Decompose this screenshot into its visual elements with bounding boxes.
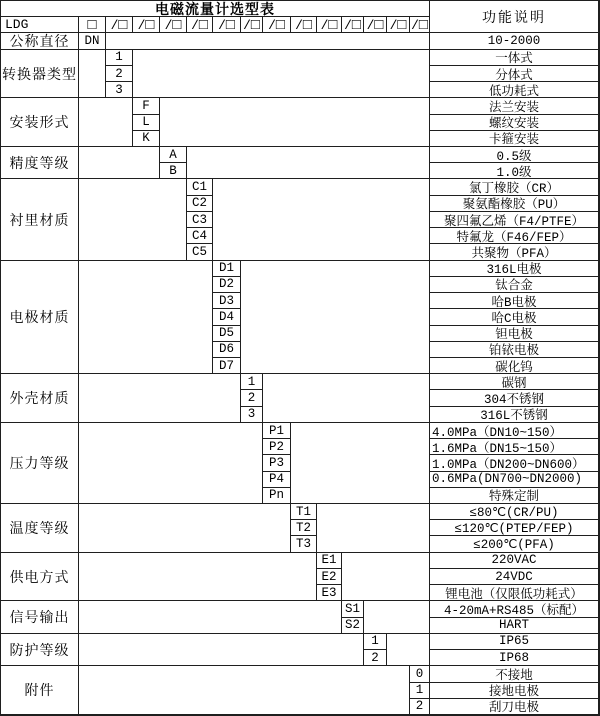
code-cell: 0 <box>410 666 430 682</box>
desc-cell: 一体式 <box>430 50 599 66</box>
code-cell: D4 <box>213 309 241 325</box>
code-cell: C3 <box>187 212 213 228</box>
code-cell: D6 <box>213 342 241 358</box>
code-cell: D2 <box>213 277 241 293</box>
slash-glyph: / <box>295 17 303 33</box>
slash-glyph: / <box>411 17 419 33</box>
desc-cell: 0.6MPa(DN700~DN2000) <box>430 472 599 488</box>
code-cell: E2 <box>317 569 342 585</box>
code-cell: D1 <box>213 261 241 277</box>
desc-cell: 1.6MPa（DN15~150） <box>430 439 599 455</box>
desc-cell: 低功耗式 <box>430 82 599 98</box>
blank-right-9 <box>342 553 430 602</box>
code-cell: K <box>133 131 160 147</box>
model-slot-2 <box>133 17 160 33</box>
box-glyph: □ <box>225 17 235 34</box>
blank-left-6 <box>79 374 241 423</box>
blank-right-10 <box>364 601 430 633</box>
code-cell: 3 <box>106 82 133 98</box>
desc-cell: 4.0MPa（DN10~150） <box>430 423 599 439</box>
blank-right-6 <box>263 374 430 423</box>
desc-cell: 卡箍安装 <box>430 131 599 147</box>
box-glyph: □ <box>397 17 407 34</box>
slash-glyph: / <box>218 17 226 33</box>
desc-cell: ≤200℃(PFA) <box>430 536 599 552</box>
code-cell: P1 <box>263 423 291 439</box>
desc-cell: 碳化钨 <box>430 358 599 374</box>
box-glyph: □ <box>302 17 312 34</box>
desc-cell: 碳钢 <box>430 374 599 390</box>
box-glyph: □ <box>145 17 155 34</box>
blank-left-9 <box>79 553 317 602</box>
desc-cell: 哈C电极 <box>430 309 599 325</box>
blank-right-8 <box>317 504 430 553</box>
code-cell: T1 <box>291 504 317 520</box>
slash-glyph: / <box>344 17 352 33</box>
model-slot-6 <box>241 17 263 33</box>
slash-glyph: / <box>243 17 251 33</box>
slash-glyph: / <box>268 17 276 33</box>
blank-right-7 <box>291 423 430 504</box>
blank-left-11 <box>79 634 364 666</box>
desc-cell: ≤80℃(CR/PU) <box>430 504 599 520</box>
code-cell: S2 <box>342 618 364 634</box>
box-glyph: □ <box>328 17 338 34</box>
desc-cell: 特氟龙（F46/FEP） <box>430 228 599 244</box>
model-slot-10 <box>342 17 364 33</box>
section-label-9: 供电方式 <box>1 553 79 602</box>
box-glyph: □ <box>118 17 128 34</box>
code-cell: C1 <box>187 179 213 195</box>
code-cell: C2 <box>187 196 213 212</box>
section-label-11: 防护等级 <box>1 634 79 666</box>
code-cell: B <box>160 163 187 179</box>
model-slot-9 <box>317 17 342 33</box>
model-slot-1 <box>106 17 133 33</box>
desc-cell: ≤120℃(PTEP/FEP) <box>430 520 599 536</box>
code-cell: 2 <box>410 699 430 715</box>
code-cell: A <box>160 147 187 163</box>
slash-glyph: / <box>110 17 119 33</box>
section-label-3: 精度等级 <box>1 147 79 179</box>
function-column-header: 功能说明 <box>430 1 599 33</box>
code-cell: E3 <box>317 585 342 601</box>
desc-cell: 哈B电极 <box>430 293 599 309</box>
section-label-10: 信号输出 <box>1 601 79 633</box>
desc-cell: 接地电极 <box>430 683 599 699</box>
blank-left-7 <box>79 423 263 504</box>
model-slot-12 <box>387 17 410 33</box>
desc-cell: 不接地 <box>430 666 599 682</box>
box-glyph: □ <box>198 17 208 34</box>
slash-glyph: / <box>320 17 329 33</box>
desc-cell: 304不锈钢 <box>430 390 599 406</box>
desc-cell: 钛合金 <box>430 277 599 293</box>
box-glyph: □ <box>351 17 361 34</box>
model-slot-8 <box>291 17 317 33</box>
blank-right-11 <box>387 634 430 666</box>
desc-cell: 特殊定制 <box>430 488 599 504</box>
desc-cell: IP65 <box>430 634 599 650</box>
code-cell: 1 <box>364 634 387 650</box>
box-glyph: □ <box>250 17 260 34</box>
box-glyph: □ <box>172 17 182 34</box>
code-cell: P3 <box>263 455 291 471</box>
blank-left-10 <box>79 601 342 633</box>
section-label-2: 安装形式 <box>1 98 79 147</box>
desc-cell: 氯丁橡胶（CR） <box>430 179 599 195</box>
blank-right-2 <box>160 98 430 147</box>
desc-cell: 10-2000 <box>430 33 599 49</box>
section-label-4: 衬里材质 <box>1 179 79 260</box>
desc-cell: 316L不锈钢 <box>430 407 599 423</box>
code-cell: T2 <box>291 520 317 536</box>
code-cell: 1 <box>241 374 263 390</box>
blank-left-8 <box>79 504 291 553</box>
code-cell: DN <box>79 33 106 49</box>
desc-cell: 316L电极 <box>430 261 599 277</box>
desc-cell: 0.5级 <box>430 147 599 163</box>
blank-right-5 <box>241 261 430 375</box>
code-cell: E1 <box>317 553 342 569</box>
code-cell: F <box>133 98 160 114</box>
blank-left-5 <box>79 261 213 375</box>
code-cell: T3 <box>291 536 317 552</box>
blank-left-2 <box>79 98 133 147</box>
blank-right-0 <box>106 33 430 49</box>
code-cell: P4 <box>263 472 291 488</box>
section-label-12: 附件 <box>1 666 79 715</box>
desc-cell: 钽电极 <box>430 326 599 342</box>
code-cell: 2 <box>364 650 387 666</box>
desc-cell: IP68 <box>430 650 599 666</box>
code-cell: S1 <box>342 601 364 617</box>
blank-left-12 <box>79 666 410 715</box>
code-cell: C4 <box>187 228 213 244</box>
desc-cell: 法兰安装 <box>430 98 599 114</box>
model-prefix: LDG <box>1 17 79 33</box>
desc-cell: 220VAC <box>430 553 599 569</box>
section-label-7: 压力等级 <box>1 423 79 504</box>
desc-cell: 分体式 <box>430 66 599 82</box>
model-slot-3 <box>160 17 187 33</box>
blank-right-1 <box>133 50 430 99</box>
blank-left-1 <box>79 50 106 99</box>
slash-glyph: / <box>366 17 375 33</box>
section-label-0: 公称直径 <box>1 33 79 49</box>
code-cell: 1 <box>106 50 133 66</box>
model-slot-4 <box>187 17 213 33</box>
code-cell: D3 <box>213 293 241 309</box>
code-cell: 3 <box>241 407 263 423</box>
desc-cell: 锂电池（仅限低功耗式） <box>430 585 599 601</box>
model-slot-13 <box>410 17 430 33</box>
code-cell: 2 <box>106 66 133 82</box>
section-label-1: 转换器类型 <box>1 50 79 99</box>
box-glyph: □ <box>87 17 97 34</box>
desc-cell: 1.0MPa（DN200~DN600） <box>430 455 599 471</box>
desc-cell: 24VDC <box>430 569 599 585</box>
box-glyph: □ <box>275 17 285 34</box>
model-slot-5 <box>213 17 241 33</box>
model-slot-7 <box>263 17 291 33</box>
desc-cell: 聚氨酯橡胶（PU） <box>430 196 599 212</box>
desc-cell: 铂铱电极 <box>430 342 599 358</box>
code-cell: P2 <box>263 439 291 455</box>
model-first-box <box>79 17 106 33</box>
blank-right-3 <box>187 147 430 179</box>
code-cell: 2 <box>241 390 263 406</box>
desc-cell: 共聚物（PFA） <box>430 244 599 260</box>
desc-cell: 聚四氟乙烯（F4/PTFE） <box>430 212 599 228</box>
slash-glyph: / <box>164 17 173 33</box>
box-glyph: □ <box>374 17 384 34</box>
desc-cell: HART <box>430 618 599 634</box>
slash-glyph: / <box>137 17 146 33</box>
table-title: 电磁流量计选型表 <box>1 1 430 17</box>
desc-cell: 刮刀电极 <box>430 699 599 715</box>
blank-right-4 <box>213 179 430 260</box>
slash-glyph: / <box>389 17 398 33</box>
code-cell: C5 <box>187 244 213 260</box>
model-slot-11 <box>364 17 387 33</box>
box-glyph: □ <box>418 17 428 34</box>
section-label-6: 外壳材质 <box>1 374 79 423</box>
section-label-5: 电极材质 <box>1 261 79 375</box>
desc-cell: 1.0级 <box>430 163 599 179</box>
blank-left-3 <box>79 147 160 179</box>
desc-cell: 4-20mA+RS485（标配） <box>430 601 599 617</box>
code-cell: L <box>133 115 160 131</box>
code-cell: 1 <box>410 683 430 699</box>
section-label-8: 温度等级 <box>1 504 79 553</box>
code-cell: D5 <box>213 326 241 342</box>
code-cell: Pn <box>263 488 291 504</box>
slash-glyph: / <box>191 17 199 33</box>
desc-cell: 螺纹安装 <box>430 115 599 131</box>
code-cell: D7 <box>213 358 241 374</box>
blank-left-4 <box>79 179 187 260</box>
